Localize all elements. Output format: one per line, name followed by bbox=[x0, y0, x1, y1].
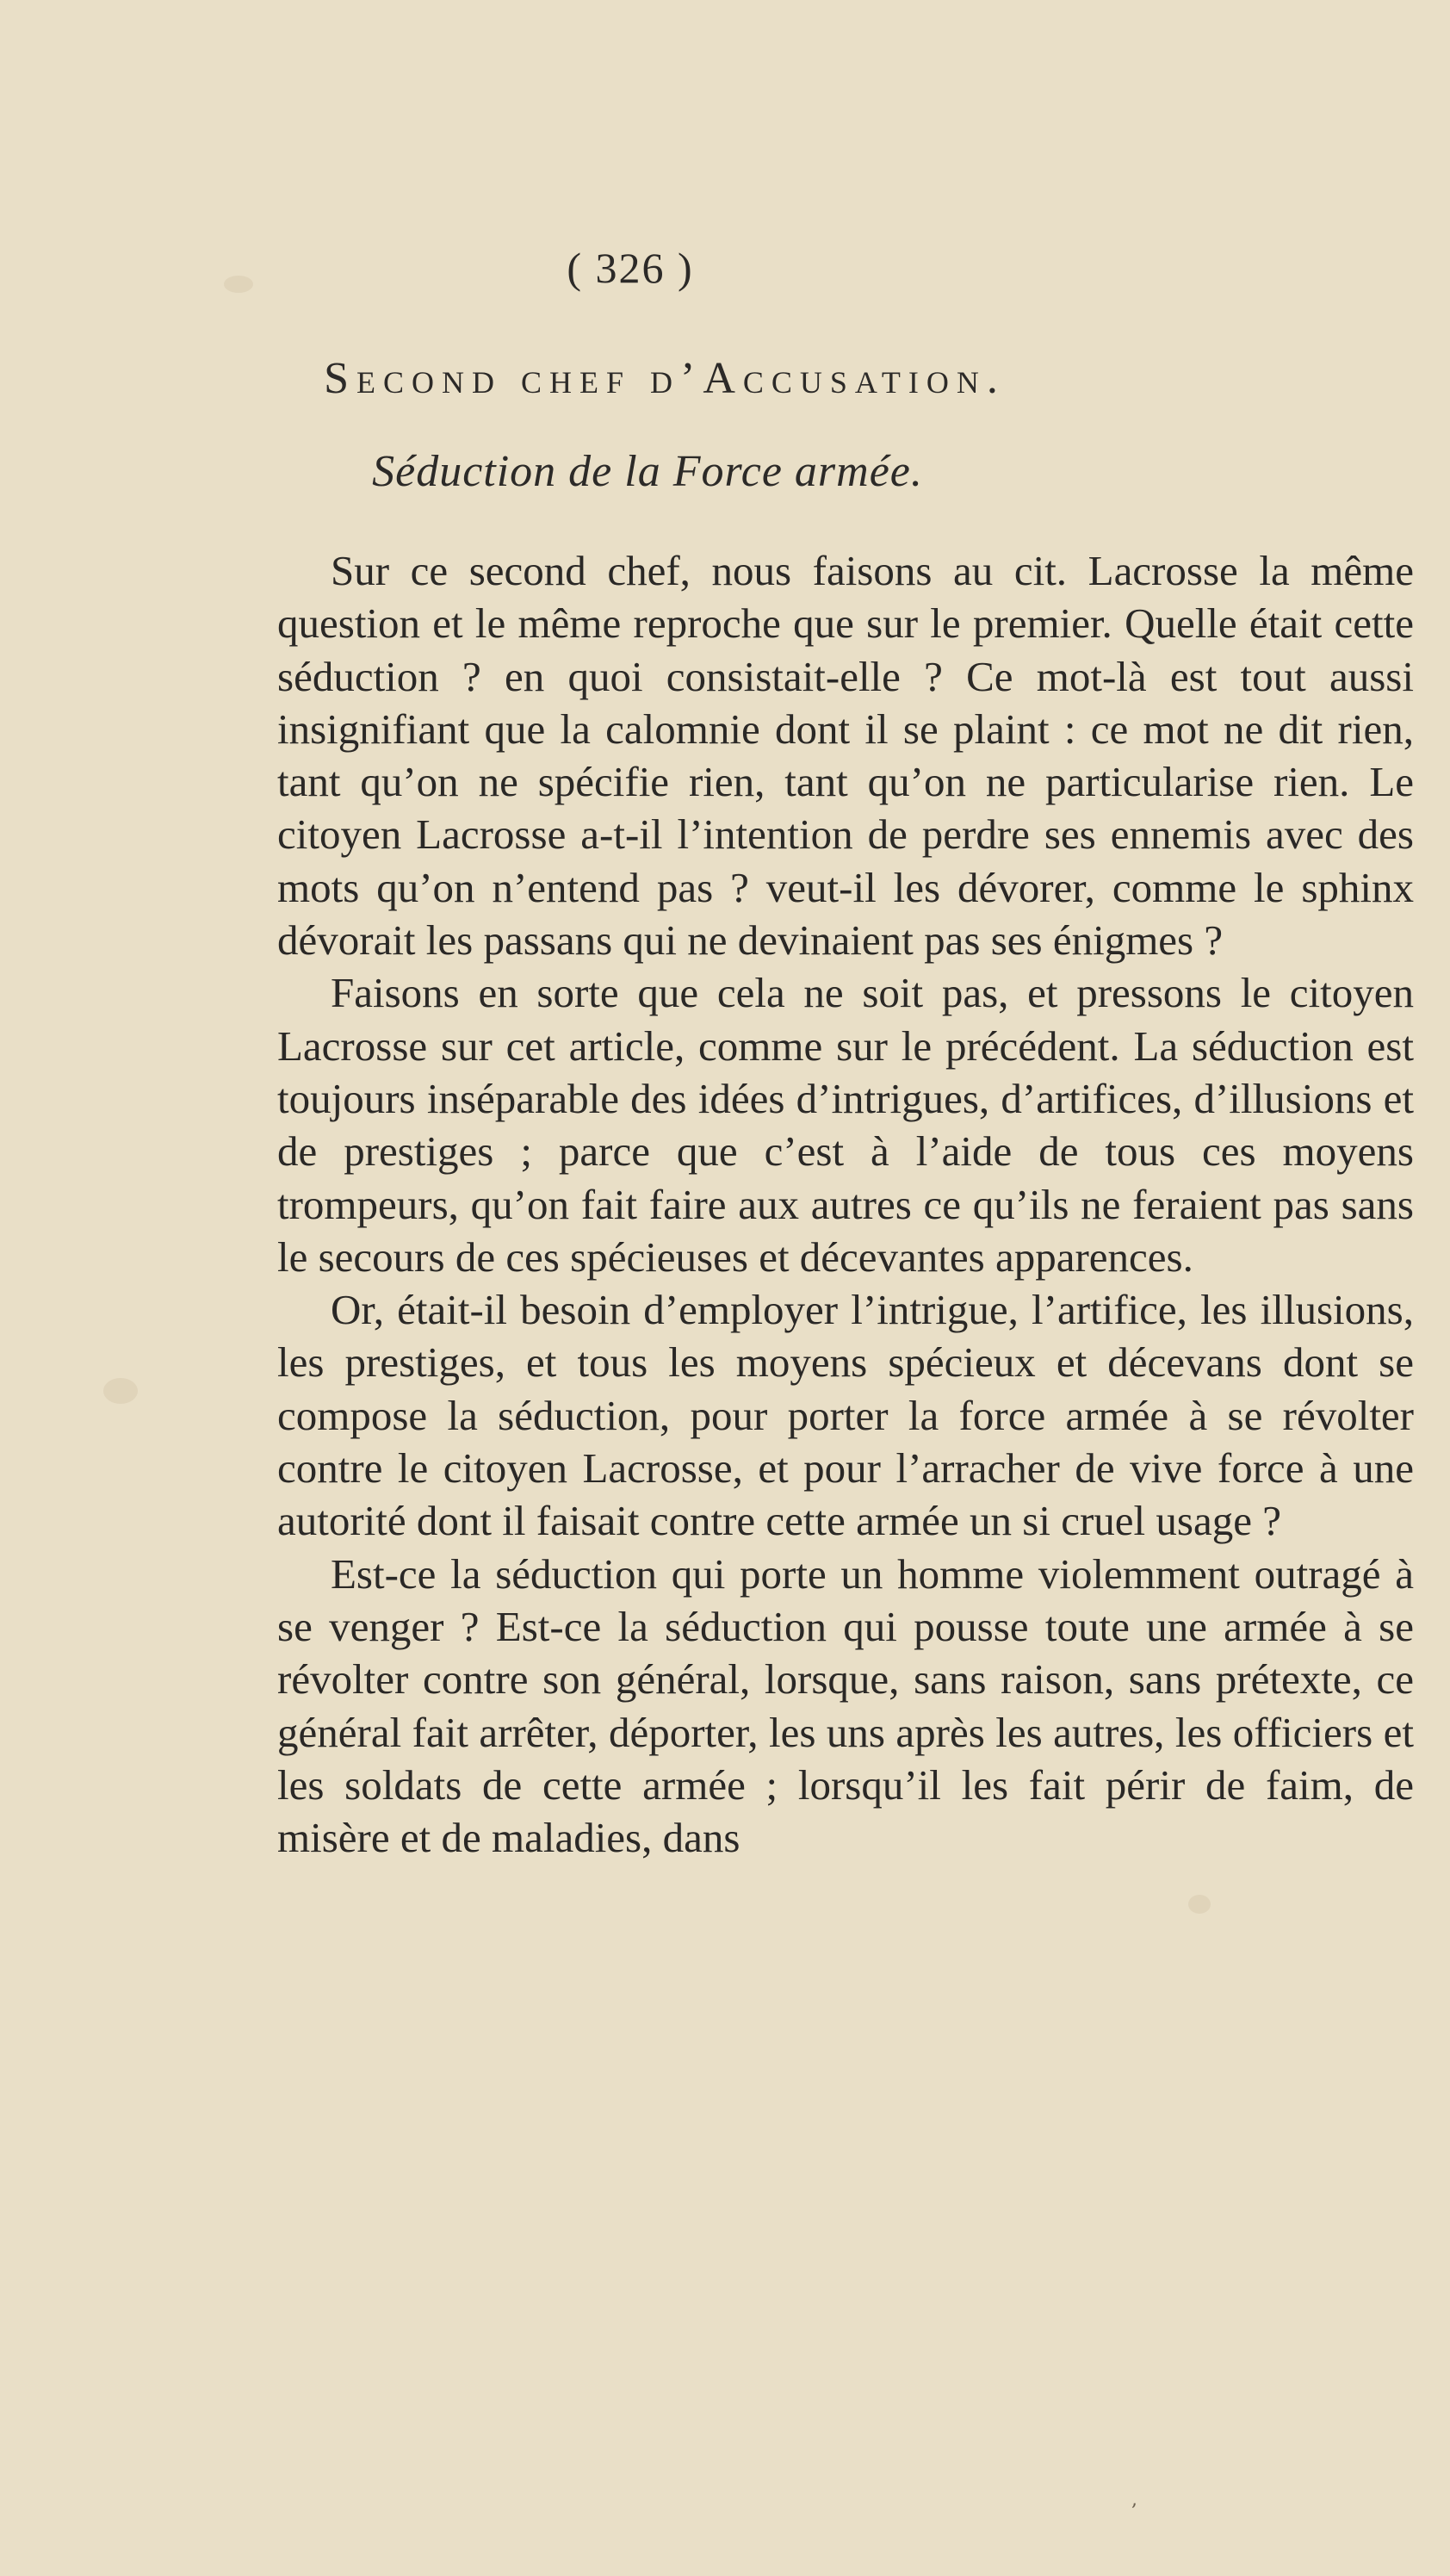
section-subtitle: Séduction de la Force armée. bbox=[372, 447, 923, 496]
paragraph: Faisons en sorte que cela ne soit pas, et pressons le citoyen Lacrosse sur cet article, comme sur le précédent. La séduction est toujours inséparable des idées d’intrigues, d’artifices, d’illusions et de prestiges ; parce que c’est à l’aide de tous ces moyens trompeurs, qu’on fait faire aux autres ce qu’ils ne feraient pas sans le secours de ces spécieuses et décevantes apparences. bbox=[277, 969, 1414, 1281]
paragraph: Est-ce la séduction qui porte un homme violemment outragé à se venger ? Est-ce la séduction qui pousse toute une armée à se révolter contre son général, lorsque, sans raison, sans prétexte, ce général fait arrêter, déporter, les uns après les autres, les officiers et les soldats de cette armée ; lorsqu’il les fait périr de faim, de misère et de maladies, dans bbox=[277, 1549, 1414, 1862]
printer-mark: , bbox=[1131, 2489, 1137, 2511]
section-title: Second chef d’Accusation. bbox=[324, 354, 1006, 403]
paper-stain bbox=[1188, 1895, 1211, 1914]
page-number: ( 326 ) bbox=[567, 244, 694, 292]
body-text bbox=[277, 544, 1414, 1864]
paragraph: Or, était-il besoin d’employer l’intrigue, l’artifice, les illusions, les prestiges, et tous les moyens spécieux et décevans dont se compose la séduction, pour porter la force armée à se révolter contre le citoyen Lacrosse, et pour l’arracher de vive force à une autorité dont il faisait contre cette armée un si cruel usage ? bbox=[277, 1286, 1414, 1545]
paper-stain bbox=[103, 1378, 138, 1404]
paragraph: Sur ce second chef, nous faisons au cit. Lacrosse la même question et le même reproche que sur le premier. Quelle était cette séduction ? en quoi consistait-elle ? Ce mot-là est tout aussi insignifiant que la calomnie dont il se plaint : ce mot ne dit rien, tant qu’on ne spécifie rien, tant qu’on ne particularise rien. Le citoyen Lacrosse a-t-il l’intention de perdre ses ennemis avec des mots qu’on n’entend pas ? veut-il les dévorer, comme le sphinx dévorait les passans qui ne devinaient pas ses énigmes ? bbox=[277, 547, 1414, 965]
